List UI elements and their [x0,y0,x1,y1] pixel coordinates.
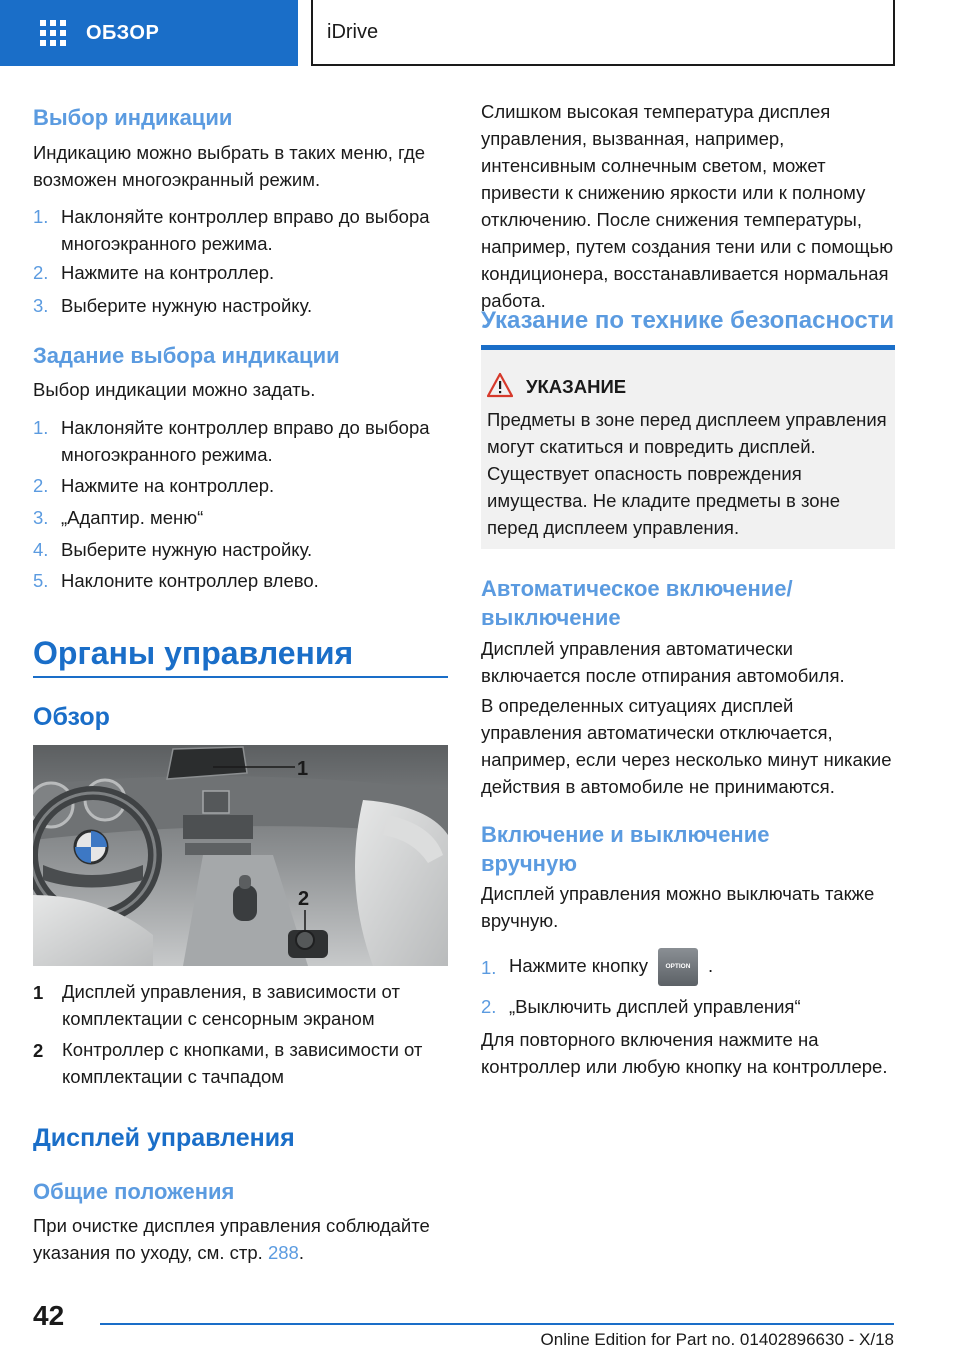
list-text: Нажмите на контроллер. [61,475,275,496]
footer-edition: Online Edition for Part no. 01402896630 - X/18 [540,1330,894,1349]
warning-title: УКАЗАНИЕ [526,376,627,397]
list-number: 3. [33,295,49,316]
list-number: 1. [33,206,49,227]
section-intro-display-selection: Индикацию можно выбрать в таких меню, где возможен многоэкранный режим. [33,142,426,190]
legend-number: 1 [33,982,44,1003]
dashboard-illustration [33,745,448,966]
section-title-set-display-selection: Задание выбора индикации [33,343,340,368]
list-number: 5. [33,570,49,591]
list-number: 4. [33,539,49,560]
section-intro-set-display-selection: Выбор индикации можно задать. [33,379,316,400]
section-title-display-selection: Выбор индикации [33,105,233,130]
warning-text: Предметы в зоне перед дисплеем управления могут скатиться и повредить дисплей. Существует опасность повреждения имущества. Не кладите предметы в зоне перед дисплеем управления. [487,409,887,538]
callout-1: 1 [297,758,309,780]
list-number: 2. [33,262,49,283]
list-number: 3. [33,507,49,528]
section-tab-overview[interactable] [0,0,298,66]
callout-2: 2 [298,888,310,910]
option-button[interactable]: OPTION [658,948,698,986]
list-text-end: . [707,955,714,976]
page-header [0,0,960,66]
title-underline [33,676,448,678]
warning-box [481,345,895,549]
list-text: Выберите нужную настройку. [61,539,313,560]
auto-paragraph-2: В определенных ситуациях дисплей управления автоматически отключается, например, если через несколько минут никакие действия в автомобиле не принимаются. [481,695,892,797]
list-text: Нажмите кнопку [509,955,648,976]
list-text: Наклоняйте контроллер вправо до выбора многоэкранного режима. [61,417,430,465]
general-text: При очистке дисплея управления соблюдайте указания по уходу, см. стр. [33,1215,430,1263]
list-text: Выберите нужную настройку. [61,295,313,316]
grid-icon [40,20,66,46]
chapter-tab-idrive[interactable] [311,0,895,66]
list-text: Наклоните контроллер влево. [61,570,319,591]
legend-text: Контроллер с кнопками, в зависимости от комплектации с тачпадом [62,1039,423,1087]
dashboard-photo [33,745,448,966]
list-text: „Выключить дисплей управления“ [509,996,801,1017]
section-title-overview: Обзор [33,703,110,731]
legend-text: Дисплей управления, в зависимости от комплектации с сенсорным экраном [62,981,400,1029]
chapter-title-controls: Органы управления [33,635,354,671]
general-text-end: . [298,1242,304,1263]
list-text: Наклоняйте контроллер вправо до выбора многоэкранного режима. [61,206,430,254]
chapter-tab-label: iDrive [327,20,379,43]
page-number: 42 [33,1300,65,1331]
section-title-control-display: Дисплей управления [33,1124,295,1152]
section-title-safety: Указание по технике безопасности [481,307,895,334]
legend-number: 2 [33,1040,44,1061]
list-number: 1. [33,417,49,438]
section-title-manual-onoff: Включение и выключение вручную [481,822,770,876]
list-text: Нажмите на контроллер. [61,262,275,283]
general-paragraph [33,1212,448,1266]
auto-paragraph-1: Дисплей управления автоматически включается после отпирания автомобиля. [481,638,845,686]
list-number: 2. [481,996,497,1017]
list-number: 1. [481,957,497,978]
list-text: „Адаптир. меню“ [61,507,204,528]
section-title-auto-onoff: Автоматическое включение/выключение [481,576,793,630]
manual-outro: Для повторного включения нажмите на контроллер или любую кнопку на контроллере. [481,1029,888,1077]
heat-warning-paragraph: Слишком высокая температура дисплея управления, вызванная, например, интенсивным солнечным светом, может привести к снижению яркости или к полному отключению. После снижения температуры, например, путем создания тени или с помощью кондиционера, восстанавливается нормальная работа. [481,101,894,311]
list-number: 2. [33,475,49,496]
section-tab-label: ОБЗОР [86,21,160,44]
footer-rule [100,1323,894,1325]
manual-intro: Дисплей управления можно выключать также вручную. [481,883,875,931]
warning-triangle-icon [487,372,513,398]
page-reference-link[interactable]: 288 [267,1242,299,1263]
section-title-general: Общие положения [33,1179,235,1204]
